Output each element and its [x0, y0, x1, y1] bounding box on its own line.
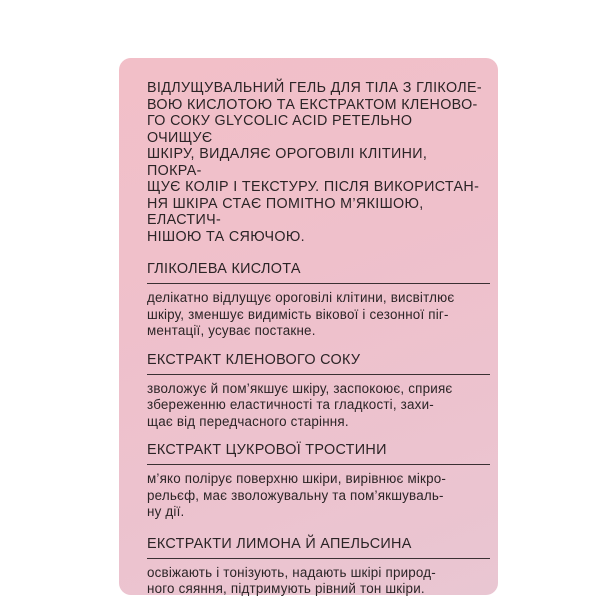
ingredient-description: освіжають і тонізують, надають шкірі природ- ного сяяння, підтримують рівний тон шкіри.	[147, 564, 436, 596]
divider	[147, 283, 490, 284]
ingredient-section-lemon-orange	[147, 536, 482, 598]
ingredient-section-maple-sap	[147, 352, 482, 431]
ingredient-section-sugar-cane	[147, 442, 482, 521]
product-description: ВІДЛУЩУВАЛЬНИЙ ГЕЛЬ ДЛЯ ТІЛА З ГЛІКОЛЕ- ВОЮ КИСЛОТОЮ ТА ЕКСТРАКТОМ КЛЕНОВО- ГО СОКУ GLYCOLIC ACID РЕТЕЛЬНО ОЧИЩУЄ ШКІРУ, ВИДАЛЯЄ ОРОГОВІЛІ КЛІТИНИ, ПОКРА- ЩУЄ КОЛІР І ТЕКСТУРУ. ПІСЛЯ ВИКОРИСТАН- НЯ ШКІРА СТАЄ ПОМІТНО М’ЯКІШОЮ, ЕЛАСТИЧ- НІШОЮ ТА СЯЮЧОЮ.	[147, 80, 482, 245]
ingredient-title: ЕКСТРАКТ КЛЕНОВОГО СОКУ	[147, 351, 361, 368]
ingredient-section-glycolic-acid	[147, 261, 482, 340]
product-label-card	[119, 58, 498, 595]
ingredient-description: делікатно відлущує ороговілі клітини, висвітлює шкіру, зменшує видимість вікової і сезонної піг- ментації, усуває постакне.	[147, 290, 455, 338]
divider	[147, 374, 490, 375]
ingredient-description: зволожує й пом’якшує шкіру, заспокоює, сприяє збереженню еластичності та гладкості, захи- щає від передчасного старіння.	[147, 380, 453, 429]
ingredient-description: м’яко полірує поверхню шкіри, вирівнює мікро- рельєф, має зволожувальну та пом’якшуваль- ну дії.	[147, 471, 447, 519]
divider	[147, 464, 490, 465]
ingredient-title: ЕКСТРАКТ ЦУКРОВОЇ ТРОСТИНИ	[147, 442, 387, 458]
ingredient-title: ГЛІКОЛЕВА КИСЛОТА	[147, 261, 301, 277]
divider	[147, 558, 490, 559]
ingredient-title: ЕКСТРАКТИ ЛИМОНА Й АПЕЛЬСИНА	[147, 535, 412, 552]
